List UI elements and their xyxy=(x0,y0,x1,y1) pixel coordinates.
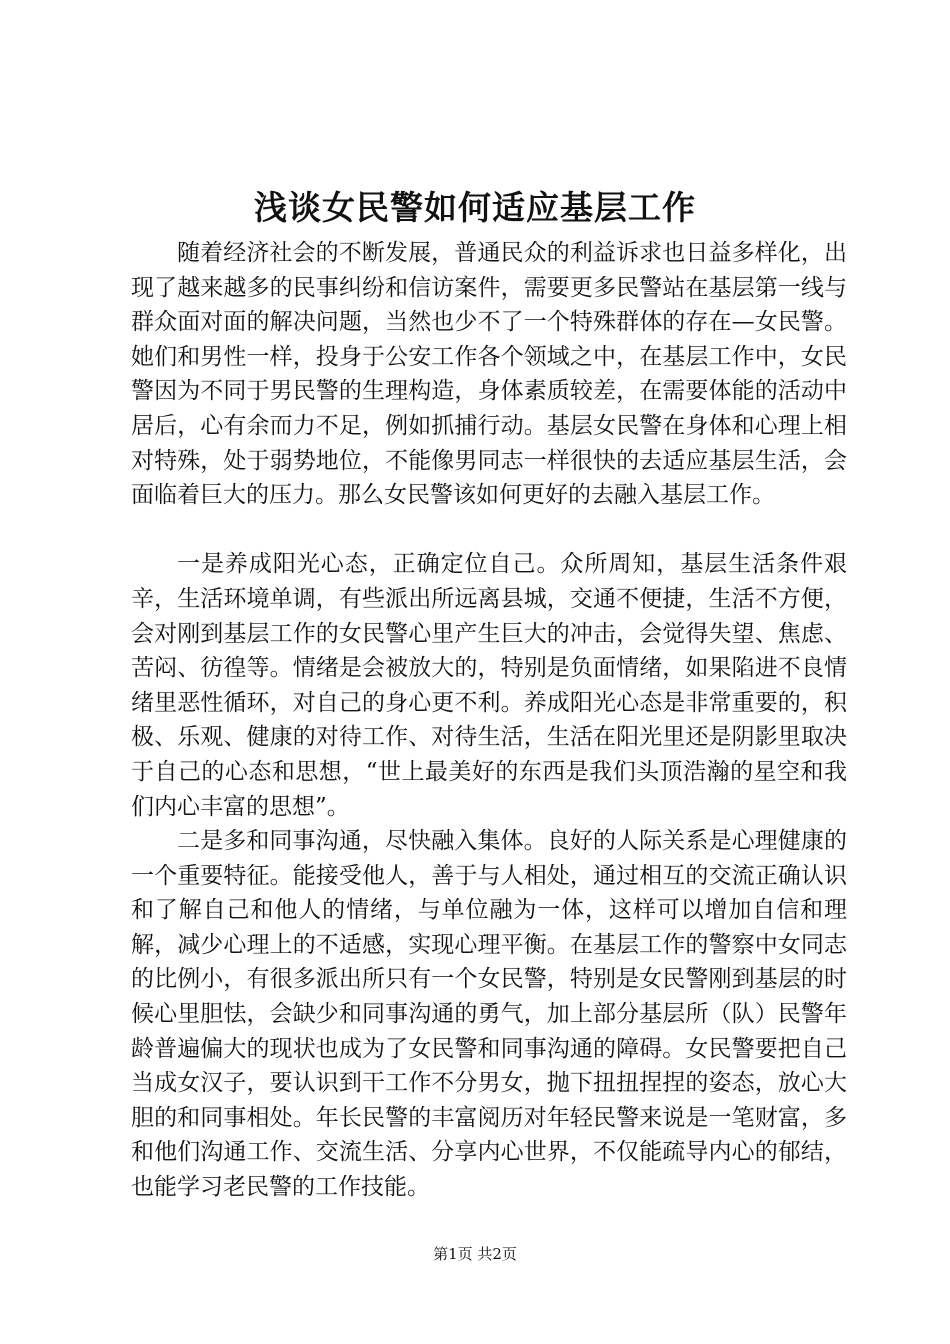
document-title: 浅谈女民警如何适应基层工作 xyxy=(254,188,696,227)
page-number-footer: 第1页 共2页 xyxy=(433,1245,517,1263)
document-body xyxy=(131,236,847,1205)
paragraph-spacer xyxy=(131,513,847,548)
paragraph-point-one: 一是养成阳光心态，正确定位自己。众所周知，基层生活条件艰辛，生活环境单调，有些派出所远离县城，交通不便捷，生活不方便，会对刚到基层工作的女民警心里产生巨大的冲击，会觉得失望、焦虑、苦闷、彷徨等。情绪是会被放大的，特别是负面情绪，如果陷进不良情绪里恶性循环，对自己的身心更不利。养成阳光心态是非常重要的，积极、乐观、健康的对待工作、对待生活，生活在阳光里还是阴影里取决于自己的心态和思想，“世上最美好的东西是我们头顶浩瀚的星空和我们内心丰富的思想”。 xyxy=(131,551,847,820)
paragraph-intro: 随着经济社会的不断发展，普通民众的利益诉求也日益多样化，出现了越来越多的民事纠纷和信访案件，需要更多民警站在基层第一线与群众面对面的解决问题，当然也少不了一个特殊群体的存在—女民警。她们和男性一样，投身于公安工作各个领域之中，在基层工作中，女民警因为不同于男民警的生理构造，身体素质较差，在需要体能的活动中居后，心有余而力不足，例如抓捕行动。基层女民警在身体和心理上相对特殊，处于弱势地位，不能像男同志一样很快的去适应基层生活，会面临着巨大的压力。那么女民警该如何更好的去融入基层工作。 xyxy=(131,240,847,509)
paragraph-point-two: 二是多和同事沟通，尽快融入集体。良好的人际关系是心理健康的一个重要特征。能接受他人，善于与人相处，通过相互的交流正确认识和了解自己和他人的情绪，与单位融为一体，这样可以增加自信和理解，减少心理上的不适感，实现心理平衡。在基层工作的警察中女同志的比例小，有很多派出所只有一个女民警，特别是女民警刚到基层的时候心里胆怯，会缺少和同事沟通的勇气，加上部分基层所（队）民警年龄普遍偏大的现状也成为了女民警和同事沟通的障碍。女民警要把自己当成女汉子，要认识到干工作不分男女，抛下扭扭捏捏的姿态，放心大胆的和同事相处。年长民警的丰富阅历对年轻民警来说是一笔财富，多和他们沟通工作、交流生活、分享内心世界，不仅能疏导内心的郁结，也能学习老民警的工作技能。 xyxy=(131,828,847,1201)
